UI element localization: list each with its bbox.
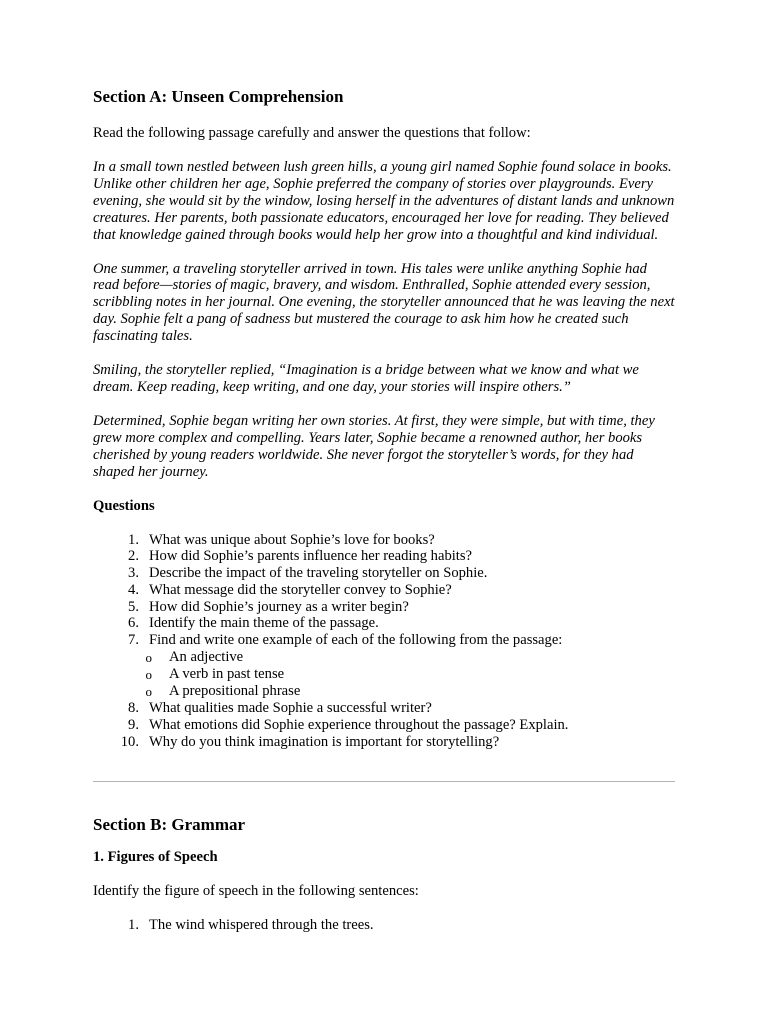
- passage-paragraph-1: In a small town nestled between lush green hills, a young girl named Sophie found solace in books. Unlike other children her age, Sophie preferred the company of stories over playgrounds. Every evening, she would sit by the window, losing herself in the adventures of distant lands and unknown creatures. Her parents, both passionate educators, encouraged her love for reading. They believed that knowledge gained through books would help her grow into a thoughtful and kind individual.: [93, 159, 675, 243]
- question-item: 3. Describe the impact of the traveling storyteller on Sophie.: [128, 565, 488, 582]
- sub-items-container: [93, 649, 675, 700]
- instructions-text: Read the following passage carefully and answer the questions that follow:: [93, 125, 531, 141]
- sub-item: o A prepositional phrase: [145, 683, 301, 700]
- sub-item: o An adjective: [145, 649, 244, 666]
- section-a: [93, 86, 675, 750]
- sub-item: o A verb in past tense: [145, 666, 285, 683]
- section-a-title: Section A: Unseen Comprehension: [93, 87, 344, 106]
- section-divider: [93, 781, 675, 782]
- question-item: 2. How did Sophie’s parents influence her reading habits?: [128, 548, 473, 565]
- figure-item: 1. The wind whispered through the trees.: [128, 917, 374, 933]
- question-item: 4. What message did the storyteller convey to Sophie?: [128, 581, 452, 598]
- question-item: 5. How did Sophie’s journey as a writer begin?: [128, 598, 409, 615]
- questions-heading: Questions: [93, 497, 155, 514]
- figures-of-speech-heading: 1. Figures of Speech: [93, 849, 218, 865]
- passage-paragraph-3: Smiling, the storyteller replied, “Imagination is a bridge between what we know and what we dream. Keep reading, keep writing, and one day, your stories will inspire others.”: [93, 362, 639, 395]
- question-item: 9. What emotions did Sophie experience throughout the passage? Explain.: [128, 716, 569, 733]
- sub-items-list: [93, 649, 675, 700]
- question-item: 7. Find and write one example of each of the following from the passage:: [128, 632, 563, 649]
- figures-list: [93, 917, 675, 934]
- passage-paragraph-4: Determined, Sophie began writing her own stories. At first, they were simple, but with time, they grew more complex and compelling. Years later, Sophie became a renowned author, her books cherished by young readers worldwide. She never forgot the storyteller’s words, for they had shaped her journey.: [93, 412, 655, 480]
- questions-list: [93, 532, 675, 751]
- section-b-title: Section B: Grammar: [93, 815, 246, 834]
- section-b: [93, 814, 675, 934]
- question-item: 1. What was unique about Sophie’s love for books?: [128, 531, 435, 548]
- question-item: 6. Identify the main theme of the passage.: [128, 615, 379, 632]
- question-item: 8. What qualities made Sophie a successful writer?: [128, 700, 432, 717]
- question-item: 10. Why do you think imagination is important for storytelling?: [120, 733, 500, 750]
- figures-instruction: Identify the figure of speech in the following sentences:: [93, 883, 419, 899]
- passage-paragraph-2: One summer, a traveling storyteller arrived in town. His tales were unlike anything Sophie had read before—stories of magic, bravery, and wisdom. Enthralled, Sophie attended every session, scribbling notes in her journal. One evening, the storyteller announced that he was leaving the next day. Sophie felt a pang of sadness but mustered the courage to ask him how he created such fascinating tales.: [93, 260, 675, 345]
